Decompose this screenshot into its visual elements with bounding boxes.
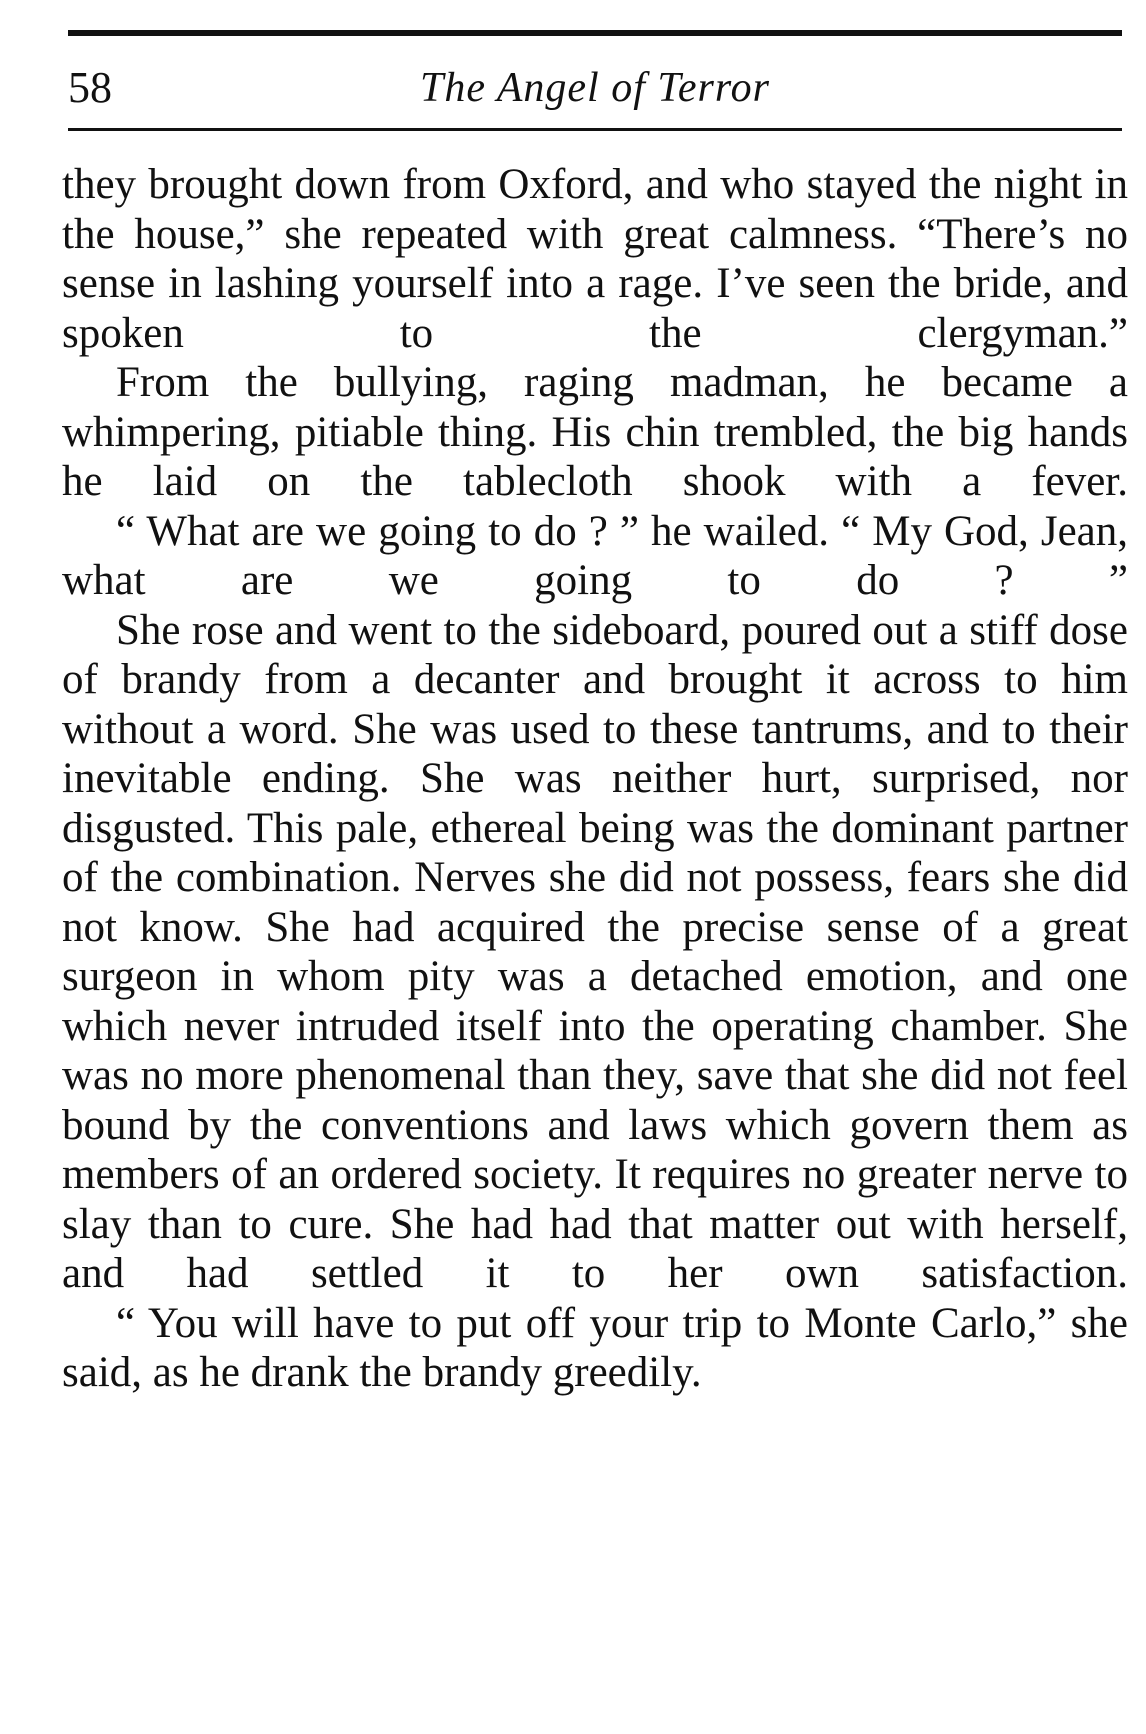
top-rule bbox=[68, 30, 1122, 36]
running-head bbox=[68, 54, 1122, 114]
paragraph: From the bullying, raging madman, he became a whimpering, pitiable thing. His chin trembled, the big hands he laid on the tablecloth shook with a fever. bbox=[62, 359, 1128, 505]
page-number: 58 bbox=[68, 63, 112, 112]
paragraph: She rose and went to the sideboard, poured out a stiff dose of brandy from a decanter and brought it across to him without a word. She was used to these tantrums, and to their inevitable ending. She was neither hurt, surprised, nor disgusted. This pale, ethereal being was the dominant partner of the combination. Nerves she did not possess, fears she did not know. She had acquired the precise sense of a great surgeon in whom pity was a detached emotion, and one which never intruded itself into the operating chamber. She was no more phenomenal than they, save that she did not feel bound by the conventions and laws which govern them as members of an ordered society. It requires no greater nerve to slay than to cure. She had had that matter out with herself, and had settled it to her own satisfaction. bbox=[62, 606, 1128, 1297]
header-rule bbox=[68, 128, 1122, 131]
book-title: The Angel of Terror bbox=[420, 65, 770, 111]
paragraph: they brought down from Oxford, and who stayed the night in the house,” she repeated with great calmness. “There’s no sense in lashing yourself into a rage. I’ve seen the bride, and spoken to the clergyman.” bbox=[62, 161, 1128, 357]
paragraph: “ You will have to put off your trip to Monte Carlo,” she said, as he drank the brandy greedily. bbox=[62, 1299, 1128, 1396]
paragraph: “ What are we going to do ? ” he wailed. “ My God, Jean, what are we going to do ? ” bbox=[62, 507, 1128, 604]
body-text bbox=[62, 160, 1128, 1398]
